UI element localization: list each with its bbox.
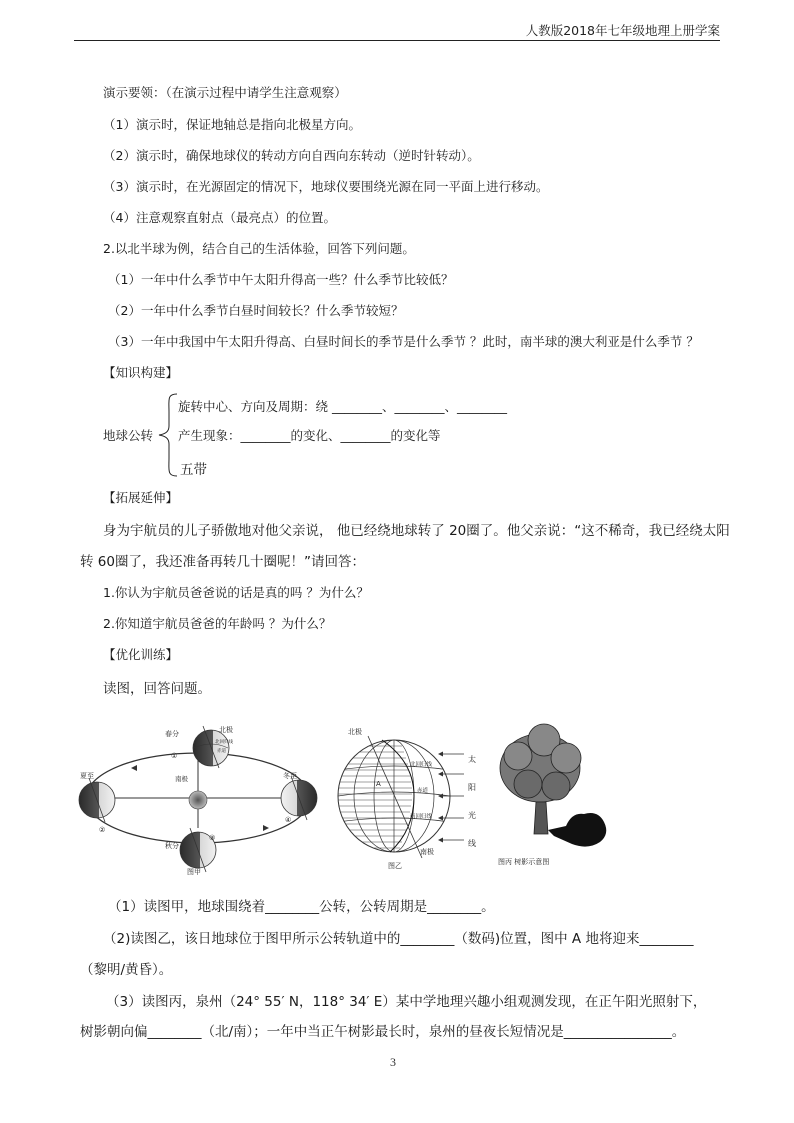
yi-label-sun-1: 太: [468, 755, 476, 764]
question-2-item-2: （2）一年中什么季节白昼时间较长？什么季节较短？: [108, 303, 404, 318]
training-intro: 读图，回答问题。: [103, 681, 211, 697]
demo-item-4: （4）注意观察直射点（最亮点）的位置。: [103, 210, 336, 225]
extension-paragraph-line-1: 身为宇航员的儿子骄傲地对他父亲说， 他已经绕地球转了 20圈了。他父亲说：“这不稀奇，我已经绕太阳: [103, 523, 730, 539]
figure-yi-caption: 图乙: [388, 862, 402, 870]
figure-jia-caption: 图甲: [187, 868, 201, 876]
jia-position-2: ②: [99, 826, 106, 834]
jia-label-tropic: 北回归线: [215, 740, 233, 745]
knowledge-root: 地球公转: [103, 428, 154, 443]
yi-label-tropic-south: 南回归线: [410, 814, 433, 820]
yi-label-sun-4: 线: [468, 839, 476, 848]
header-rule: [74, 40, 720, 41]
training-heading: 【优化训练】: [103, 647, 179, 662]
knowledge-heading: 【知识构建】: [103, 365, 179, 380]
yi-label-point-a: A: [376, 780, 381, 788]
extension-paragraph-line-2: 转 60圈了，我还准备再转几十圈呢！”请回答：: [80, 554, 365, 570]
question-2-item-3: （3）一年中我国中午太阳升得高、白昼时间长的季节是什么季节 ？此时，南半球的澳大利亚是什么季节 ？: [108, 334, 699, 349]
training-question-3-line-1: （3）读图丙，泉州（24° 55′ N，118° 34′ E）某中学地理兴趣小组观测发现，在正午阳光照射下，: [106, 994, 707, 1010]
yi-label-sun-3: 光: [468, 811, 476, 820]
extension-question-1: 1.你认为宇航员爸爸说的话是真的吗 ？为什么？: [103, 585, 369, 600]
question-2-item-1: （1）一年中什么季节中午太阳升得高一些？什么季节比较低？: [108, 272, 454, 287]
yi-label-north-pole: 北极: [348, 728, 362, 736]
figure-bing-tree-shadow: [492, 722, 612, 874]
jia-position-1: ①: [171, 752, 178, 760]
demo-title: 演示要领：（在演示过程中请学生注意观察）: [103, 85, 347, 100]
demo-item-3: （3）演示时，在光源固定的情况下，地球仪要围绕光源在同一平面上进行移动。: [103, 179, 549, 194]
extension-question-2: 2.你知道宇航员爸爸的年龄吗 ？为什么？: [103, 616, 332, 631]
training-question-2-line-1: （2)读图乙，该日地球位于图甲所示公转轨道中的________（数码)位置，图中 A 地将迎来________: [103, 931, 694, 947]
training-question-2-line-2: （黎明/黄昏）。: [80, 962, 173, 978]
figure-jia-orbit-diagram: [75, 718, 325, 876]
page-number: 3: [390, 1055, 396, 1069]
figure-bing-caption: 图丙 树影示意图: [498, 858, 550, 866]
training-question-1: （1）读图甲，地球围绕着________公转，公转周期是________。: [108, 899, 495, 915]
knowledge-branch-3: 五带: [180, 462, 207, 478]
jia-label-summer-solstice: 夏至: [80, 772, 94, 780]
yi-label-sun-2: 阳: [468, 783, 476, 792]
jia-label-autumn-equinox: 秋分: [165, 842, 179, 850]
jia-position-4: ④: [285, 816, 292, 824]
figure-yi-terminator-diagram: [332, 722, 482, 872]
knowledge-branch-1: 旋转中心、方向及周期：绕 ________、________、________: [178, 399, 507, 414]
jia-label-south-pole: 南极: [175, 775, 188, 783]
yi-label-south-pole: 南极: [420, 848, 434, 856]
extension-heading: 【拓展延伸】: [103, 490, 179, 505]
demo-item-2: （2）演示时，确保地球仪的转动方向自西向东转动（逆时针转动）。: [103, 148, 480, 163]
demo-item-1: （1）演示时，保证地轴总是指向北极星方向。: [103, 117, 361, 132]
question-2-title: 2.以北半球为例，结合自己的生活体验，回答下列问题。: [103, 241, 415, 256]
jia-position-3: ③: [209, 834, 216, 842]
yi-label-equator: 赤道: [417, 788, 429, 794]
knowledge-branch-2: 产生现象：________的变化、________的变化等: [178, 428, 441, 443]
jia-label-winter-solstice: 冬至: [283, 772, 297, 780]
jia-label-north-pole: 北极: [219, 726, 233, 734]
yi-label-tropic-north: 北回归线: [410, 762, 433, 768]
training-question-3-line-2: 树影朝向偏________（北/南）；一年中当正午树影最长时，泉州的昼夜长短情况是________________。: [80, 1024, 686, 1040]
jia-label-equator: 赤道: [217, 749, 226, 754]
page-header: 人教版2018年七年级地理上册学案: [525, 23, 720, 38]
jia-label-spring-equinox: 春分: [165, 730, 179, 738]
